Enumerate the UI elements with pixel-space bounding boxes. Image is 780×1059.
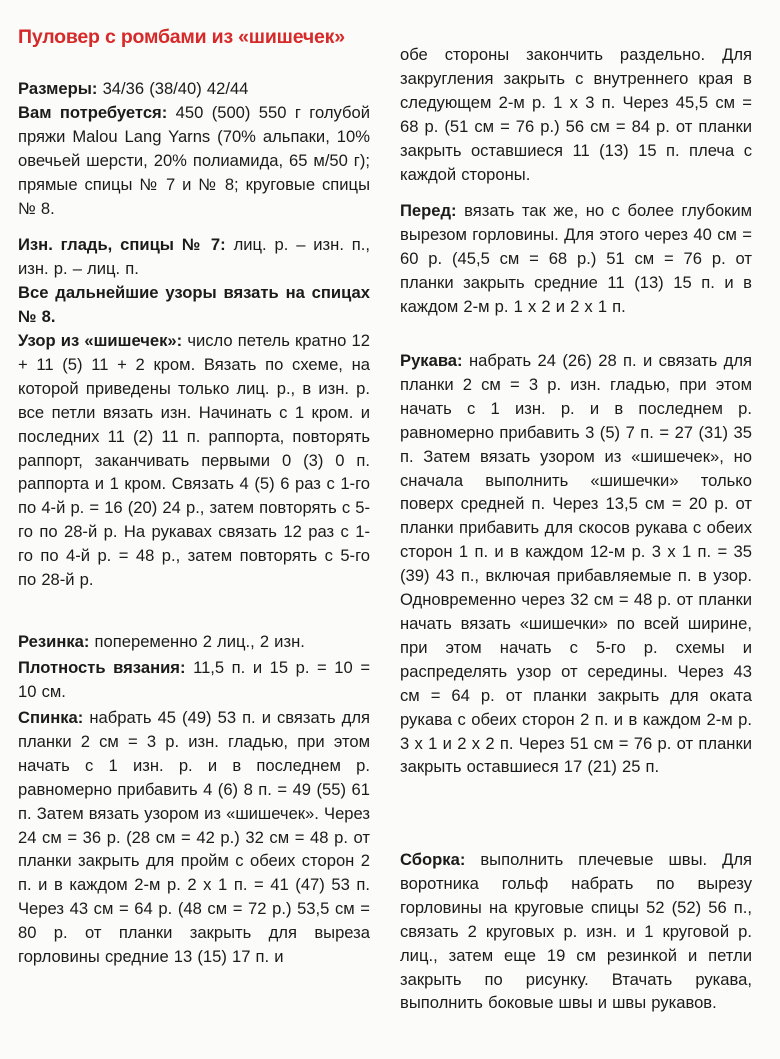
section-heading: Рукава:	[400, 351, 463, 370]
section-text: набрать 24 (26) 28 п. и связать для планки 2 см = 3 р. изн. гладью, при этом начать с 1 изн. р. и в последнем р. равномерно прибавить 3 (5) 7 п. = 27 (31) 35 п. Затем вязать узором из «шишечек», но сначала выполнить «шишечки» только поверх средней п. Через 13,5 см = 20 р. от планки прибавить для скосов рукава с обеих сторон 1 п. и в каждом 12-м р. 3 х 1 п. = 35 (39) 43 п., включая прибавляемые п. в узор. Одновременно через 32 см = 48 р. от планки начать вязать «шишечки» по всей ширине, при этом начать с 5-го р. схемы и распределять узор от середины. Через 43 см = 64 р. от планки закрыть для оката рукава с обеих сторон 2 п. и в каждом 2-м р. 3 х 1 и 2 х 2 п. Через 51 см = 76 р. от планки закрыть оставшиеся 17 (21) 25 п.	[400, 351, 752, 777]
section-heading: Спинка:	[18, 708, 84, 727]
section-heading: Изн. гладь, спицы № 7:	[18, 235, 226, 254]
section-heading: Плотность вязания:	[18, 658, 186, 677]
section-back	[18, 706, 370, 969]
section-text: 450 (500) 550 г голубой пряжи Malou Lang Yarns (70% альпаки, 10% овечьей шерсти, 20% полиамида, 65 м/50 г); прямые спицы № 7 и № 8; круговые спицы № 8.	[18, 103, 371, 218]
section-text: набрать 45 (49) 53 п. и связать для планки 2 см = 3 р. изн. гладью, при этом начать с 1 изн. р. и в последнем р. равномерно прибавить 4 (6) 8 п. = 49 (55) 61 п. Затем вязать узором из «шишечек». Через 24 см = 36 р. (28 см = 42 р.) 32 см = 48 р. от планки закрыть для пройм с обеих сторон 2 п. и в каждом 2-м р. 2 х 1 п. = 41 (47) 53 п. Через 43 см = 64 р. (48 см = 72 р.) 53,5 см = 80 р. от планки закрыть для выреза горловины средние 13 (15) 17 п. и	[18, 708, 370, 967]
section-text: попеременно 2 лиц., 2 изн.	[89, 632, 305, 651]
section-text: лиц. р. – изн. п., изн. р. – лиц. п.	[18, 235, 370, 278]
section-heading: Размеры:	[18, 79, 98, 98]
section-materials	[18, 101, 370, 221]
section-heading: Узор из «шишечек»:	[18, 331, 183, 350]
section-text: 11,5 п. и 15 р. = 10 = 10 см.	[18, 658, 371, 701]
section-heading: Все дальнейшие узоры вязать на спицах № 8.	[18, 283, 370, 326]
section-heading: Вам потребуется:	[18, 103, 168, 122]
section-assembly	[400, 848, 752, 1015]
section-heading: Резинка:	[18, 632, 90, 651]
section-ribbing	[18, 630, 370, 654]
section-front	[400, 199, 752, 319]
section-sizes	[18, 77, 370, 101]
section-needle-note	[18, 281, 370, 329]
section-text: обе стороны закончить раздельно. Для закругления закрыть с внутреннего края в следующем 2-м р. 1 х 3 п. Через 45,5 см = 68 р. (51 см = 76 р.) 56 см = 84 р. от планки закрыть оставшиеся 11 (13) 15 п. плеча с каждой стороны.	[400, 45, 752, 184]
section-text: вязать так же, но с более глубоким вырезом горловины. Для этого через 40 см = 60 р. (45,5 см = 68 р.) 51 см = 76 р. от планки закрыть средние 11 (13) 15 п. и в каждом 2-м р. 1 х 2 и 2 х 1 п.	[400, 201, 752, 316]
section-heading: Перед:	[400, 201, 457, 220]
section-text: число петель кратно 12 + 11 (5) 11 + 2 кром. Вязать по схеме, на которой приведены только лиц. р., в изн. р. все петли вязать изн. Начинать с 1 кром. и последних 11 (2) 11 п. раппорта, повторять раппорт, заканчивать первыми 0 (3) 0 п. раппорта и 1 кром. Связать 4 (5) 6 раз с 1-го по 4-й р. = 16 (20) 24 р., затем повторять с 5-го по 28-й р. На рукавах связать 12 раз с 1-го по 4-й р. = 48 р., затем повторять с 5-го по 28-й р.	[18, 331, 371, 590]
section-gauge	[18, 656, 370, 704]
section-heading: Сборка:	[400, 850, 466, 869]
section-text: выполнить плечевые швы. Для воротника гольф набрать по вырезу горловины на круговые спицы 52 (52) 56 п., связать 2 круговых р. изн. и 1 круговой р. лиц., затем еще 19 см резинкой и петли закрыть по рисунку. Втачать рукава, выполнить боковые швы и швы рукавов.	[400, 850, 752, 1013]
section-back-continued	[400, 43, 752, 186]
section-sleeves	[400, 349, 752, 779]
article-title: Пуловер с ромбами из «шишечек»	[18, 26, 345, 48]
section-bobble-pattern	[18, 329, 370, 592]
section-purl-stitch	[18, 233, 370, 281]
section-text: 34/36 (38/40) 42/44	[97, 79, 249, 98]
